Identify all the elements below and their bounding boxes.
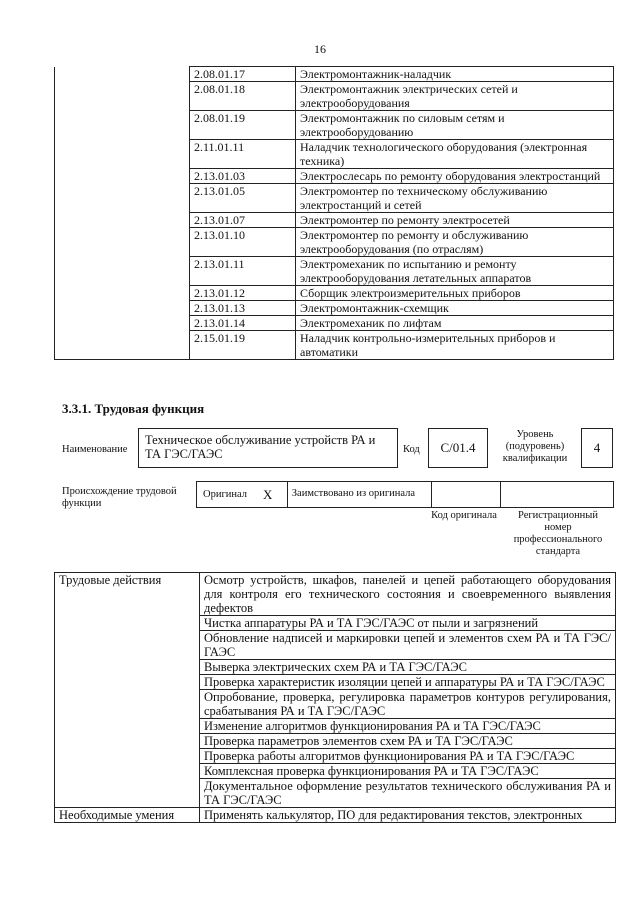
qualification-table bbox=[54, 66, 614, 360]
profession-code: 2.15.01.19 bbox=[190, 331, 296, 360]
profession-code: 2.13.01.11 bbox=[190, 257, 296, 286]
empty-group-cell bbox=[55, 67, 190, 360]
function-code-box: C/01.4 bbox=[428, 428, 488, 468]
qualification-level-box: 4 bbox=[581, 428, 613, 468]
reg-number-cell bbox=[500, 481, 614, 508]
profession-code: 2.08.01.17 bbox=[190, 67, 296, 82]
profession-name: Электромонтер по техническому обслуживанию электростанций и сетей bbox=[296, 184, 614, 213]
labor-actions-label: Трудовые действия bbox=[55, 573, 200, 808]
profession-code: 2.11.01.11 bbox=[190, 140, 296, 169]
profession-code: 2.13.01.12 bbox=[190, 286, 296, 301]
level-label: Уровень (подуровень) квалификации bbox=[502, 429, 568, 464]
profession-name: Электромонтер по ремонту электросетей bbox=[296, 213, 614, 228]
skills-label: Необходимые умения bbox=[55, 808, 200, 823]
profession-code: 2.13.01.10 bbox=[190, 228, 296, 257]
labor-action-row bbox=[55, 573, 616, 616]
labor-action: Документальное оформление результатов технического обслуживания РА и ТА ГЭС/ГАЭС bbox=[200, 779, 616, 808]
reg-number-caption: Регистрационный номер профессионального стандарта bbox=[513, 510, 603, 557]
code-original-caption: Код оригинала bbox=[431, 510, 497, 521]
profession-code: 2.08.01.19 bbox=[190, 111, 296, 140]
labor-action: Выверка электрических схем РА и ТА ГЭС/ГАЭС bbox=[200, 660, 616, 675]
origin-label: Происхождение трудовой функции bbox=[62, 486, 177, 509]
name-label: Наименование bbox=[62, 444, 128, 455]
labor-action: Комплексная проверка функционирования РА и ТА ГЭС/ГАЭС bbox=[200, 764, 616, 779]
profession-name: Электрослесарь по ремонту оборудования электростанций bbox=[296, 169, 614, 184]
page-number: 16 bbox=[314, 42, 326, 56]
profession-code: 2.13.01.13 bbox=[190, 301, 296, 316]
function-name-box: Техническое обслуживание устройств РА и ТА ГЭС/ГАЭС bbox=[138, 428, 398, 468]
labor-action: Осмотр устройств, шкафов, панелей и цепей работающего оборудования для контроля его технического состояния и своевременного выявления дефектов bbox=[200, 573, 616, 616]
labor-action: Чистка аппаратуры РА и ТА ГЭС/ГАЭС от пыли и загрязнений bbox=[200, 616, 616, 631]
borrowed-cell bbox=[287, 481, 433, 508]
profession-name: Наладчик технологического оборудования (электронная техника) bbox=[296, 140, 614, 169]
profession-name: Электромонтер по ремонту и обслуживанию электрооборудования (по отраслям) bbox=[296, 228, 614, 257]
origin-row bbox=[196, 481, 614, 508]
original-label: Оригинал bbox=[203, 488, 247, 500]
code-original-cell bbox=[431, 481, 501, 508]
profession-name: Электромеханик по испытанию и ремонту электрооборудования летательных аппаратов bbox=[296, 257, 614, 286]
profession-name: Электромонтажник-наладчик bbox=[296, 67, 614, 82]
labor-action: Обновление надписей и маркировки цепей и элементов схем РА и ТА ГЭС/ГАЭС bbox=[200, 631, 616, 660]
original-cell bbox=[196, 481, 288, 508]
profession-code: 2.13.01.05 bbox=[190, 184, 296, 213]
skill-item: Применять калькулятор, ПО для редактирования текстов, электронных bbox=[200, 808, 616, 823]
profession-name: Электромонтажник-схемщик bbox=[296, 301, 614, 316]
profession-code: 2.13.01.03 bbox=[190, 169, 296, 184]
profession-code: 2.13.01.14 bbox=[190, 316, 296, 331]
profession-name: Электромонтажник электрических сетей и электрооборудования bbox=[296, 82, 614, 111]
profession-code: 2.08.01.18 bbox=[190, 82, 296, 111]
section-heading: 3.3.1. Трудовая функция bbox=[62, 401, 205, 416]
labor-functions-table bbox=[54, 572, 616, 823]
labor-action: Опробование, проверка, регулировка параметров контуров регулирования, срабатывания РА и ТА ГЭС/ГАЭС bbox=[200, 690, 616, 719]
labor-action: Проверка работы алгоритмов функционирования РА и ТА ГЭС/ГАЭС bbox=[200, 749, 616, 764]
profession-code: 2.13.01.07 bbox=[190, 213, 296, 228]
skills-row bbox=[55, 808, 616, 823]
profession-name: Электромонтажник по силовым сетям и электрооборудованию bbox=[296, 111, 614, 140]
code-label: Код bbox=[403, 444, 420, 455]
profession-name: Сборщик электроизмерительных приборов bbox=[296, 286, 614, 301]
labor-action: Проверка характеристик изоляции цепей и аппаратуры РА и ТА ГЭС/ГАЭС bbox=[200, 675, 616, 690]
original-mark: X bbox=[263, 486, 273, 502]
profession-name: Электромеханик по лифтам bbox=[296, 316, 614, 331]
labor-action: Проверка параметров элементов схем РА и ТА ГЭС/ГАЭС bbox=[200, 734, 616, 749]
table-row bbox=[55, 67, 614, 82]
borrowed-label: Заимствовано из оригинала bbox=[291, 488, 416, 499]
profession-name: Наладчик контрольно-измерительных приборов и автоматики bbox=[296, 331, 614, 360]
labor-action: Изменение алгоритмов функционирования РА и ТА ГЭС/ГАЭС bbox=[200, 719, 616, 734]
